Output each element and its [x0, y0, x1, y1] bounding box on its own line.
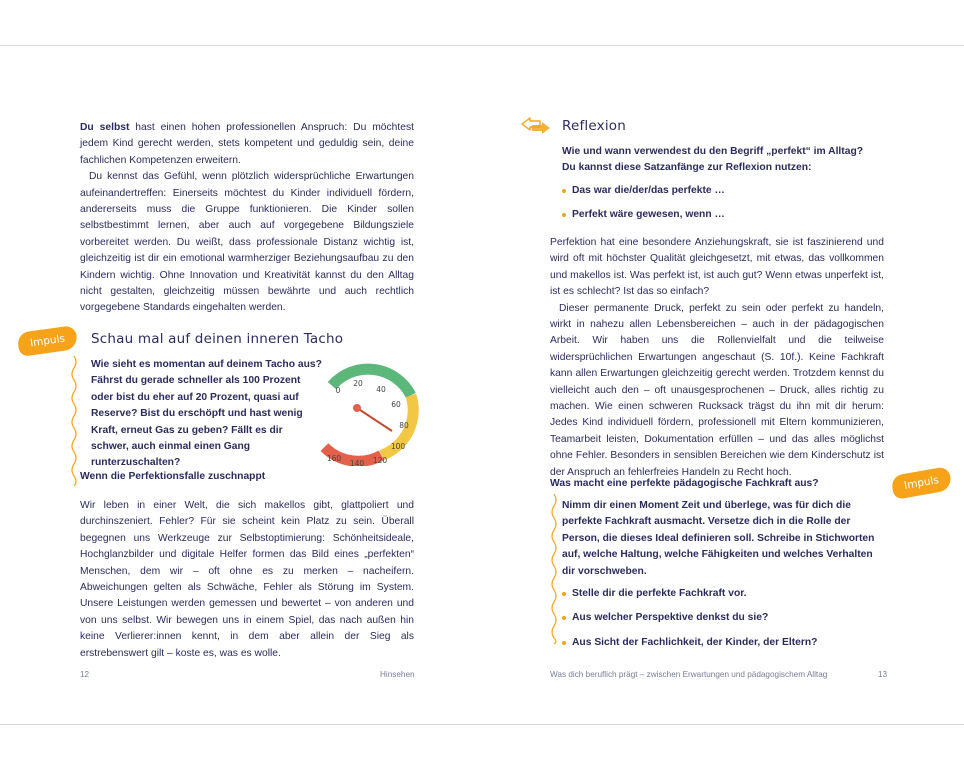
speedometer-gauge-icon	[312, 351, 422, 466]
book-spread	[0, 45, 964, 725]
reflexion-bullets	[562, 183, 896, 224]
gauge-tick-0: 0	[335, 386, 341, 395]
bullet-dot-icon	[562, 189, 566, 193]
bullet-dot-icon	[562, 213, 566, 217]
wavy-line-right-icon	[550, 494, 558, 644]
gauge-tick-20: 20	[353, 379, 363, 388]
perfektionsfalle-heading: Wenn die Perfektionsfalle zuschnappt	[80, 471, 266, 482]
gauge-tick-140: 140	[349, 459, 365, 466]
right-page	[482, 46, 964, 724]
running-title-left: Hinsehen	[380, 670, 415, 679]
gauge-tick-120: 120	[372, 456, 388, 465]
intro-paragraph	[80, 120, 414, 169]
perfektion-paragraph: Perfektion hat eine besondere Anziehungskraft, sie ist faszinierend und wird oft mit höchster Qualität gleichgesetzt, mit etwas, das vollkommen und makellos ist. Was perfekt ist, ist auch gut? Wenn etwas unperfekt ist, ist es schlecht? Ist das so einfach?	[550, 237, 884, 298]
reflexion-heading: Reflexion	[562, 118, 627, 134]
page-number-left: 12	[80, 670, 90, 679]
reflexion-box	[562, 144, 896, 232]
bullet-dot-icon	[562, 616, 566, 620]
impuls-badge-right: Impuls	[890, 466, 952, 500]
expectations-paragraph: Du kennst das Gefühl, wenn plötzlich widersprüchliche Erwartungen aufeinandertreffen: Einerseits möchtest du Kinder individuell fördern, andererseits muss die Gruppe funktionieren. Die Kinder sollen selbstbestimmt lernen, aber auch auf vorgegebene Bildungsziele vorbereitet werden. Du weißt, dass professionale Distanz wichtig ist, gleichzeitig ist dir ein emotional warmherziger Beziehungsaufbau zu den Kindern wichtig. Ohne Innovation und Kreativität kannst du den Alltag nicht gestalten, gleichzeitig müssen bewährte und auch rechtlich vorgegebene Standards eingehalten werden.	[80, 171, 414, 314]
intro-rest: hast einen hohen professionellen Anspruch: Du möchtest jedem Kind gerecht werden, stets kompetent und geduldig sein, deine fachlichen Kompetenzen erweitern.	[80, 122, 414, 166]
impuls-badge-left: Impuls	[17, 325, 79, 357]
bullet-dot-icon	[562, 641, 566, 645]
left-page	[0, 46, 482, 724]
reflexion-bullet-2: Perfekt wäre gewesen, wenn …	[562, 207, 896, 223]
gauge-tick-100: 100	[390, 442, 406, 451]
left-intro-text	[80, 120, 414, 317]
fachkraft-bullet-1: Stelle dir die perfekte Fachkraft vor.	[562, 586, 888, 602]
running-title-right: Was dich beruflich prägt – zwischen Erwartungen und pädagogischem Alltag	[550, 670, 828, 679]
reflexion-question-1: Wie und wann verwendest du den Begriff „perfekt“ im Alltag?	[562, 146, 864, 157]
fachkraft-bullet-2: Aus welcher Perspektive denkst du sie?	[562, 610, 888, 626]
tacho-text: Wie sieht es momentan auf deinem Tacho aus? Fährst du gerade schneller als 100 Prozent oder bist du eher auf 20 Prozent, quasi auf Reserve? Bist du erschöpft und hast wenig Kraft, erneut Gas zu geben? Fällt es dir schwer, auch einmal einen Gang runterzuschalten?	[91, 359, 322, 469]
fachkraft-box	[562, 498, 888, 659]
intro-bold: Du selbst	[80, 122, 130, 133]
reflexion-arrows-icon	[520, 116, 552, 136]
reflexion-bullet-1: Das war die/der/das perfekte …	[562, 183, 896, 199]
perfektionsfalle-text: Wir leben in einer Welt, die sich makellos gibt, glattpoliert und durchinszeniert. Fehler? Für sie scheint kein Platz zu sein. Überall begegnen uns Werkzeuge zur Selbstoptimierung: Schönheitsideale, Hochglanzbilder und digitale Helfer formen das Bild eines „perfekten“ Menschen, dem wir – oft ohne es zu merken – nacheifern. Abweichungen gelten als Schwäche, Fehler als Störung im System. Unsere Leistungen werden gemessen und bewertet – von anderen und von uns selbst. Wir bewegen uns in einem Spiel, das nach außen hin keine Verlierer:innen kennt, in dem aber allein der Sieg als erstrebenswert gilt – koste es, was es wolle.	[80, 500, 414, 659]
gauge-tick-40: 40	[376, 385, 386, 394]
fachkraft-bullets	[562, 586, 888, 651]
gauge-tick-160: 160	[326, 454, 342, 463]
druck-paragraph: Dieser permanente Druck, perfekt zu sein oder perfekt zu handeln, wirkt in nahezu allen Lebensbereichen – auch in der pädagogischen Arbeit. Wir haben uns die Rollenvielfalt und die teilweise widersprüchlichen Erwartungen angeschaut (S. 10f.). Keine Fachkraft kann allen Erwartungen gleichzeitig gerecht werden. Trotzdem kennst du vielleicht auch den – oft unausgesprochenen – Druck, alles richtig zu machen. Wie einen schweren Rucksack trägst du ihn mit dir herum: Jedes Kind individuell fördern, professionell mit Eltern kommunizieren, Teamarbeit leisten, Dokumentation erfüllen – und das alles möglichst ohne Fehler. Besonders in sensiblen Bereichen wie dem Kinderschutz ist der Anspruch an fehlerfreies Handeln zu Recht hoch.	[550, 302, 884, 478]
fachkraft-heading: Was macht eine perfekte pädagogische Fachkraft aus?	[550, 478, 819, 489]
gauge-tick-60: 60	[391, 400, 401, 409]
fachkraft-text: Nimm dir einen Moment Zeit und überlege, was für dich die perfekte Fachkraft ausmacht. Versetze dich in die Rolle der Person, die dieses Ideal definieren soll. Schreibe in Stichworten auf, welche Haltung, welche Fähigkeiten und welches Verhalten dir vorschweben.	[562, 500, 875, 577]
fachkraft-bullet-3: Aus Sicht der Fachlichkeit, der Kinder, der Eltern?	[562, 635, 888, 651]
reflexion-question-2: Du kannst diese Satzanfänge zur Reflexion nutzen:	[562, 162, 812, 174]
wavy-line-left-icon	[70, 356, 78, 486]
tacho-heading: Schau mal auf deinen inneren Tacho	[91, 331, 344, 347]
bullet-dot-icon	[562, 592, 566, 596]
right-body-text	[550, 235, 884, 481]
gauge-tick-80: 80	[399, 421, 409, 430]
page-number-right: 13	[878, 670, 888, 679]
